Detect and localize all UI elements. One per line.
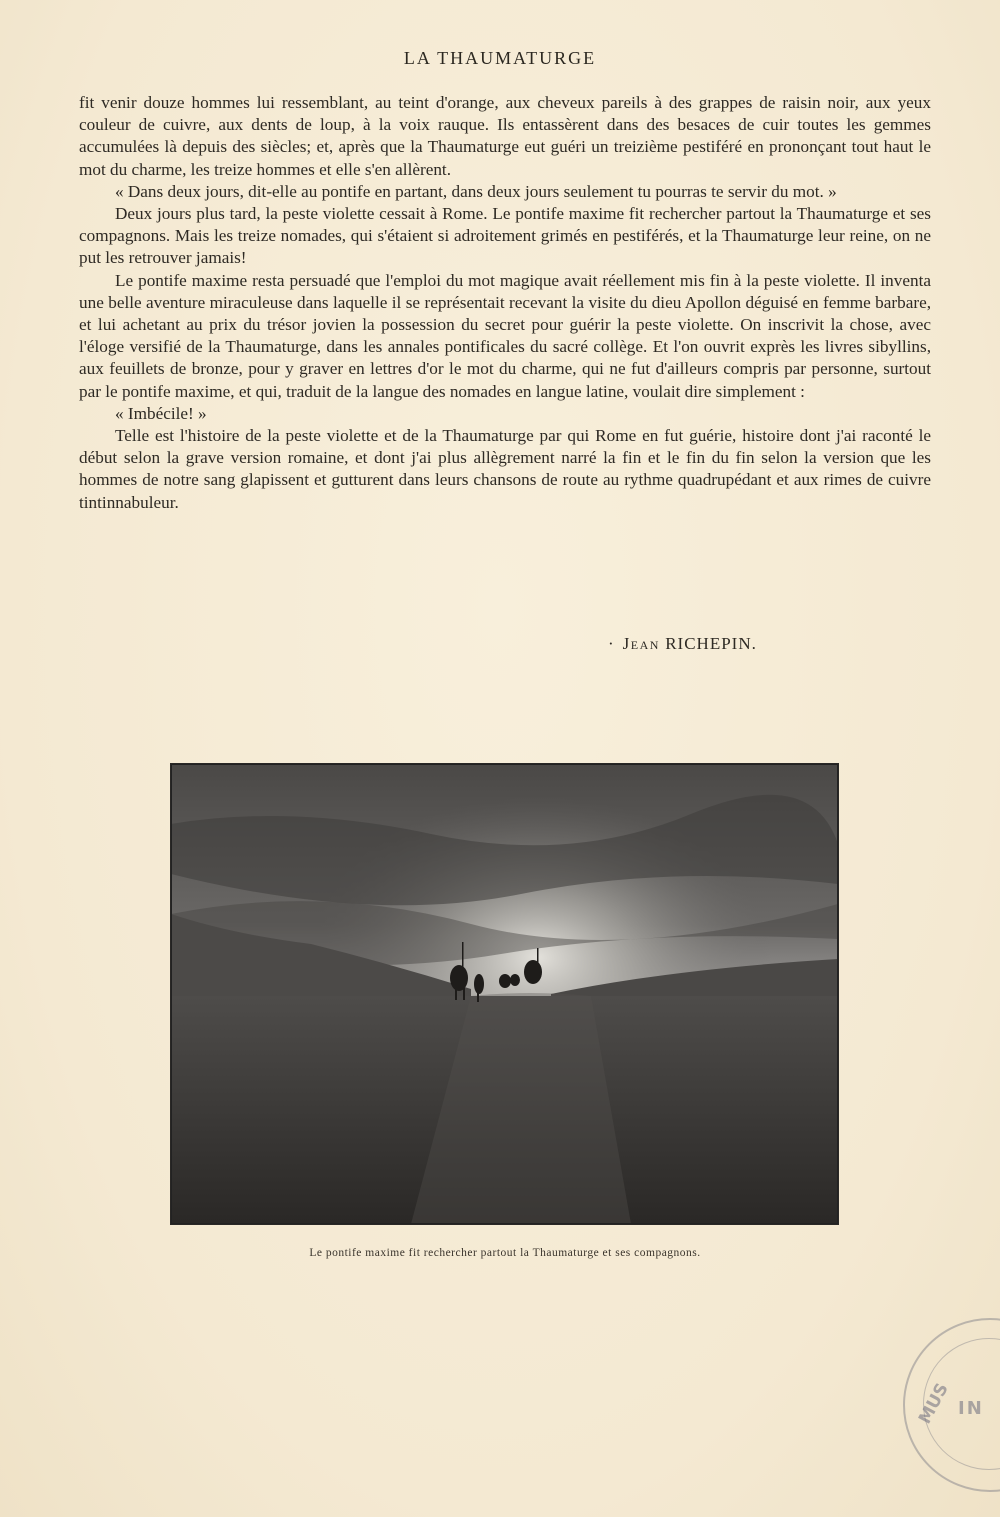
paragraph-1: fit venir douze hommes lui ressemblant, au teint d'orange, aux cheveux pareils à des grappes de raisin noir, aux yeux couleur de cuivre, aux dents de loup, à la voix rauque. Ils entassèrent dans des besaces de cuir toutes les gemmes accumulées là depuis des siècles; et, après que la Thaumaturge eut guéri un treizième pestiféré en prononçant tout haut le mot du charme, les treize hommes et elle s'en allèrent. [79,93,931,179]
paragraph-3: Deux jours plus tard, la peste violette cessait à Rome. Le pontife maxime fit rechercher partout la Thaumaturge et ses compagnons. Mais les treize nomades, qui s'étaient si adroitement grimés en pestiférés, et la Thaumaturge leur reine, on ne put les retrouver jamais! [79,204,931,268]
paragraph-5: « Imbécile! » [115,403,207,423]
body-text [79,92,931,514]
illustration-caption: Le pontife maxime fit rechercher partout la Thaumaturge et ses compagnons. [309,1247,701,1259]
paragraph-4: Le pontife maxime resta persuadé que l'emploi du mot magique avait réellement mis fin à la peste violette. Il inventa une belle aventure miraculeuse dans laquelle il se représentait recevant la visite du dieu Apollon déguisé en femme barbare, et lui achetant au prix du trésor jovien la possession du secret pour guérir la peste violette. On inscrivit la chose, avec l'éloge versifié de la Thaumaturge, dans les annales pontificales du sacré collège. Et l'on ouvrit exprès les livres sibyllins, aux feuillets de bronze, pour y graver en lettres d'or le mot du charme, qui ne fut d'ailleurs compris par personne, surtout par le pontife maxime, et qui, traduit de la langue des nomades en langue latine, voulait dire simplement : [79,270,931,401]
signature-first-name: Jean [622,634,660,653]
paragraph-2: « Dans deux jours, dit-elle au pontife en partant, dans deux jours seulement tu pourras te servir du mot. » [115,181,837,201]
illustration-plate [171,764,838,1224]
illustration-night-landscape [171,764,838,1224]
running-head: LA THAUMATURGE [403,48,597,68]
author-signature [608,634,757,654]
stamp-text-curve: MUS [915,1380,953,1428]
paragraph-6: Telle est l'histoire de la peste violette et de la Thaumaturge par qui Rome en fut guérie, histoire dont j'ai raconté le début selon la grave version romaine, et dont j'ai plus allègrement narré la fin et le fin du fin selon la version que les hommes de notre sang glapissent et gutturent dans leurs chansons de route au rythme quadrupédant et aux rimes de cuivre tintinnabuleur. [79,426,931,512]
signature-dot: · [608,634,615,653]
signature-last-name: RICHEPIN. [665,634,757,653]
stamp-text-top: IN [958,1398,984,1419]
